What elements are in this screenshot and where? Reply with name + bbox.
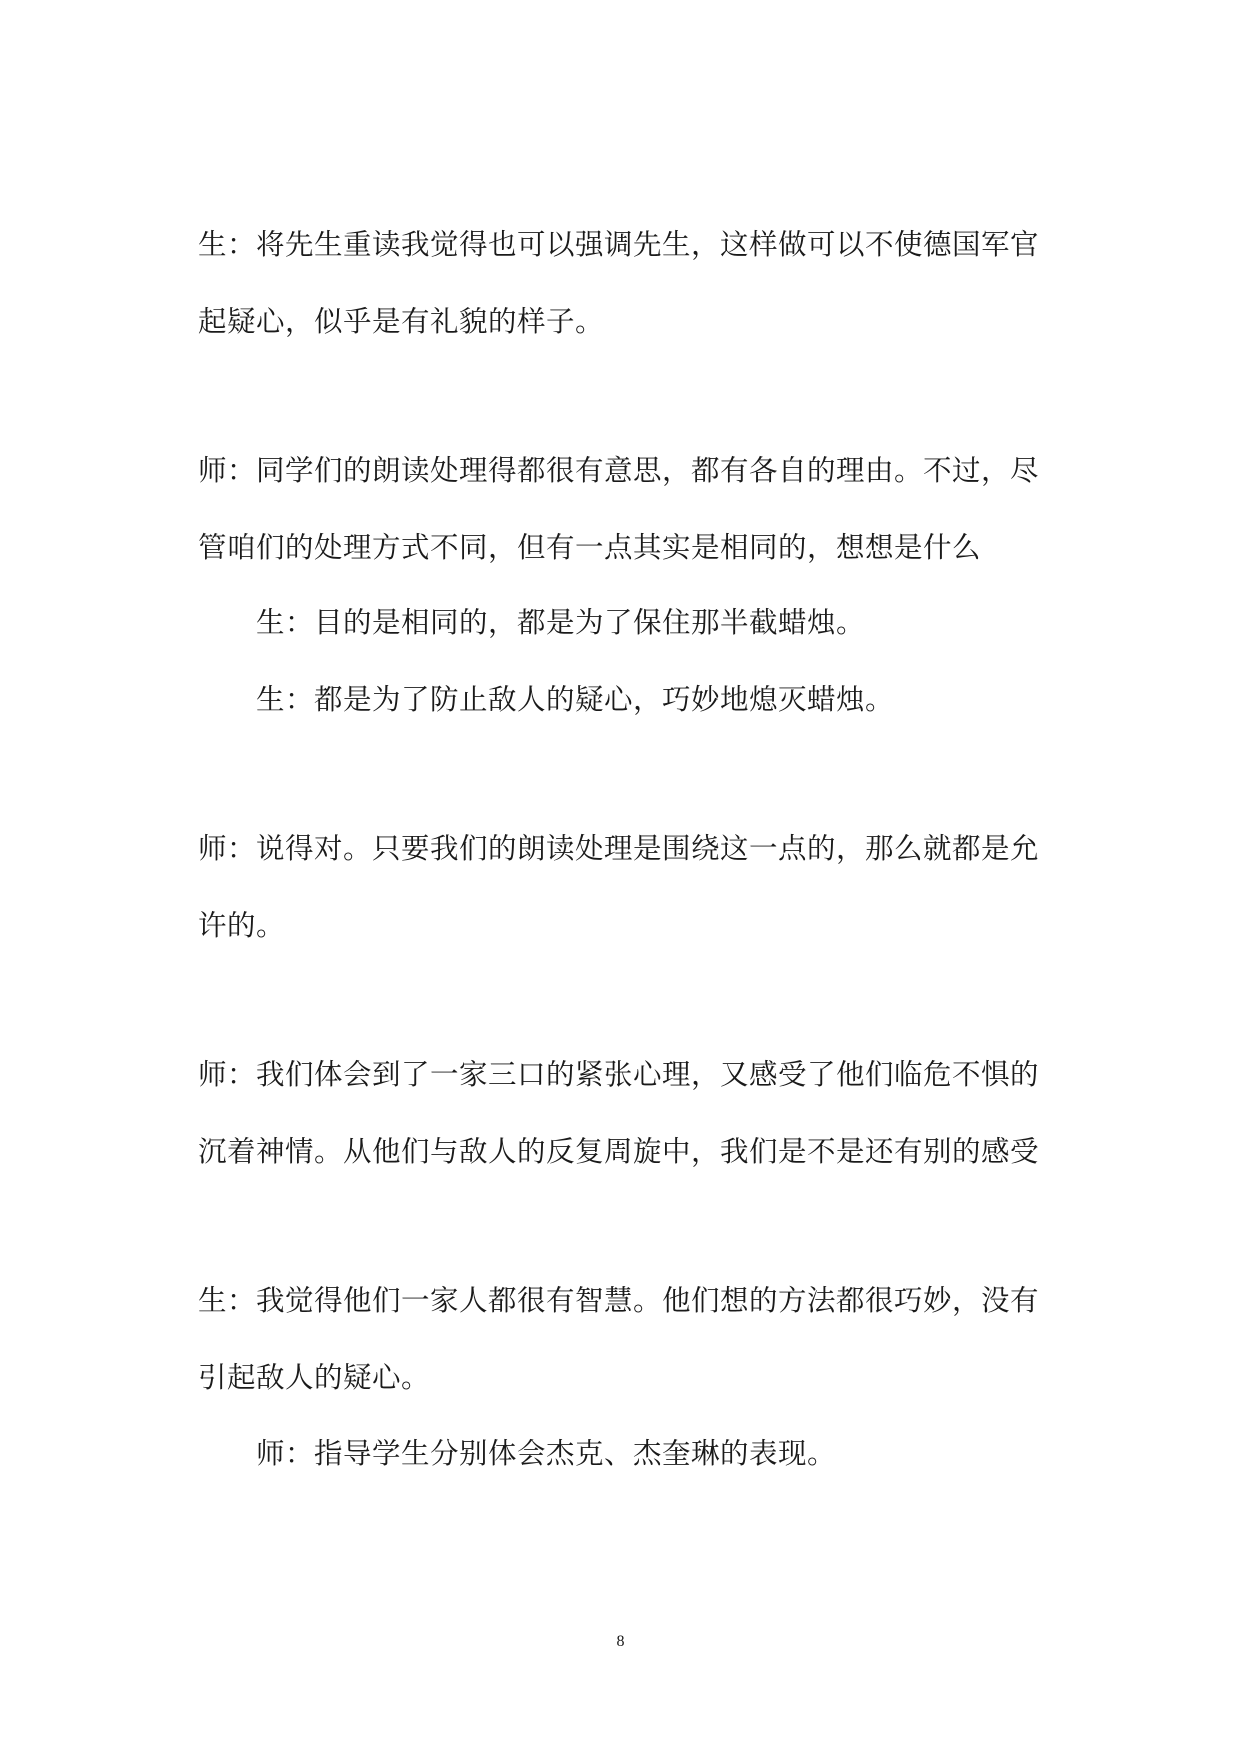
paragraph-line: 师：同学们的朗读处理得都很有意思，都有各自的理由。不过，尽 — [198, 454, 1040, 487]
page-number: 8 — [616, 1633, 625, 1650]
paragraph-line: 引起敌人的疑心。 — [198, 1361, 431, 1394]
paragraph-line: 起疑心，似乎是有礼貌的样子。 — [198, 305, 605, 338]
paragraph-line: 师：我们体会到了一家三口的紧张心理，又感受了他们临危不惧的 — [198, 1058, 1040, 1091]
paragraph-line: 沉着神情。从他们与敌人的反复周旋中，我们是不是还有别的感受 — [198, 1135, 1040, 1168]
paragraph-line: 师：指导学生分别体会杰克、杰奎琳的表现。 — [256, 1437, 837, 1470]
paragraph-line: 师：说得对。只要我们的朗读处理是围绕这一点的，那么就都是允 — [198, 832, 1040, 865]
paragraph-line: 管咱们的处理方式不同，但有一点其实是相同的，想想是什么 — [198, 531, 982, 564]
paragraph-line: 生：将先生重读我觉得也可以强调先生，这样做可以不使德国军官 — [198, 228, 1040, 261]
paragraph-line: 生：目的是相同的，都是为了保住那半截蜡烛。 — [256, 606, 866, 639]
paragraph-line: 许的。 — [198, 909, 286, 942]
paragraph-line: 生：我觉得他们一家人都很有智慧。他们想的方法都很巧妙，没有 — [198, 1284, 1040, 1317]
paragraph-line: 生：都是为了防止敌人的疑心，巧妙地熄灭蜡烛。 — [256, 683, 895, 716]
